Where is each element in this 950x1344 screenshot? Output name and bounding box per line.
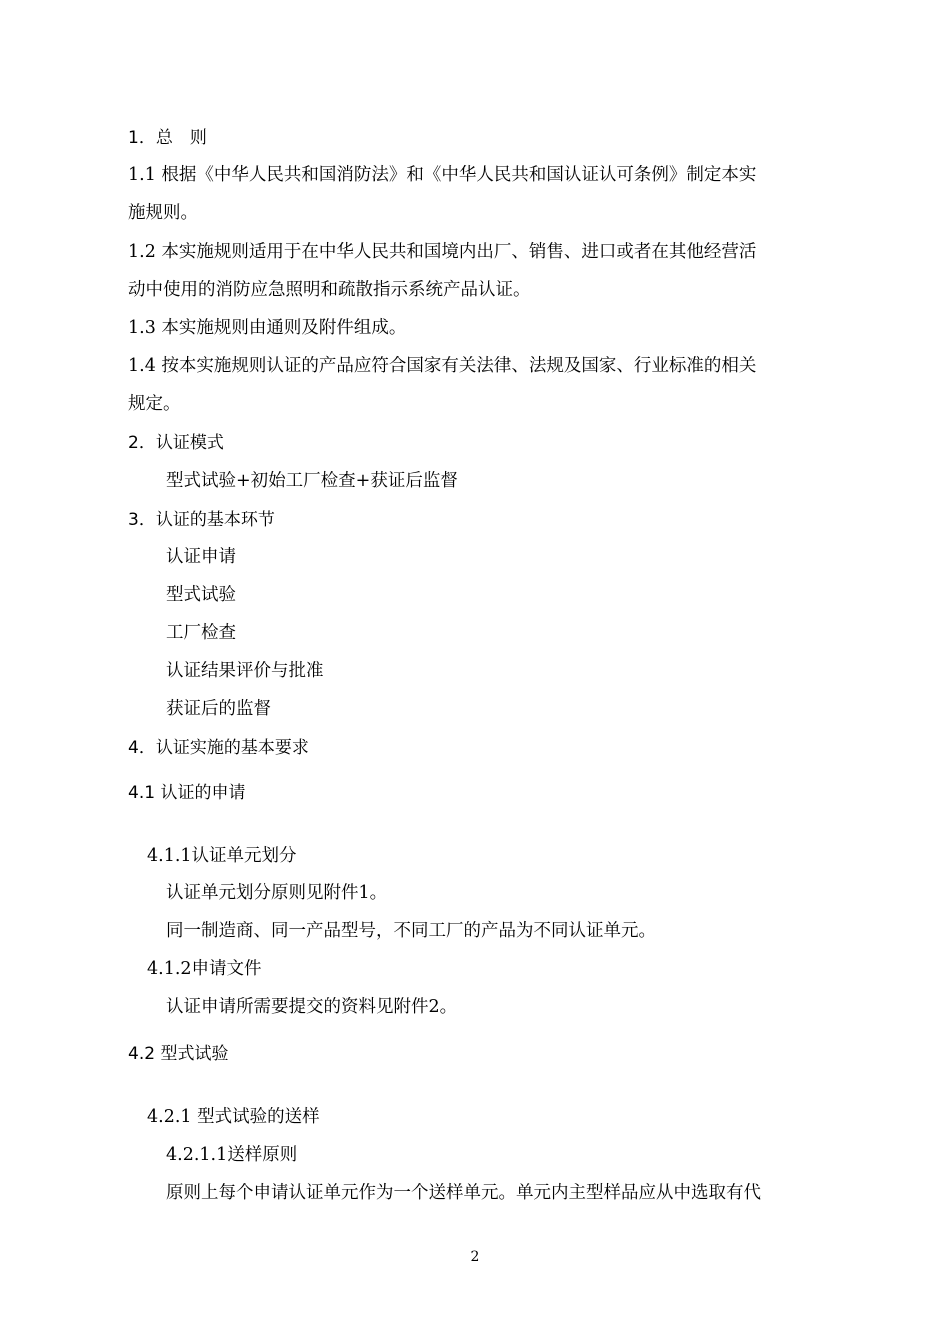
heading-basic-requirements: 4．认证实施的基本要求 bbox=[128, 738, 309, 758]
para-1-1: 1.1 根据《中华人民共和国消防法》和《中华人民共和国认证认可条例》制定本实 bbox=[128, 165, 757, 185]
para-4-2-1-1: 原则上每个申请认证单元作为一个送样单元。单元内主型样品应从中选取有代 bbox=[166, 1183, 761, 1203]
para-4-1-1-b: 同一制造商、同一产品型号，不同工厂的产品为不同认证单元。 bbox=[166, 921, 656, 941]
para-1-1-cont: 施规则。 bbox=[128, 203, 198, 223]
step-supervision: 获证后的监督 bbox=[166, 699, 271, 719]
heading-cert-mode: 2．认证模式 bbox=[128, 433, 224, 453]
para-4-1-2: 认证申请所需要提交的资料见附件2。 bbox=[166, 997, 458, 1017]
heading-4-2: 4.2 型式试验 bbox=[128, 1044, 229, 1064]
page-number: 2 bbox=[470, 1249, 480, 1265]
heading-4-2-1-1: 4.2.1.1送样原则 bbox=[166, 1145, 298, 1165]
para-1-4: 1.4 按本实施规则认证的产品应符合国家有关法律、法规及国家、行业标准的相关 bbox=[128, 356, 757, 376]
heading-4-1-1: 4.1.1认证单元划分 bbox=[147, 846, 297, 866]
para-1-2-cont: 动中使用的消防应急照明和疏散指示系统产品认证。 bbox=[128, 280, 531, 300]
step-type-test: 型式试验 bbox=[166, 585, 236, 605]
para-1-2: 1.2 本实施规则适用于在中华人民共和国境内出厂、销售、进口或者在其他经营活 bbox=[128, 242, 757, 262]
para-1-3: 1.3 本实施规则由通则及附件组成。 bbox=[128, 318, 407, 338]
heading-cert-steps: 3．认证的基本环节 bbox=[128, 510, 275, 530]
step-evaluation: 认证结果评价与批准 bbox=[166, 661, 324, 681]
para-1-4-cont: 规定。 bbox=[128, 394, 181, 414]
step-apply: 认证申请 bbox=[166, 547, 236, 567]
heading-general: 1．总 则 bbox=[128, 128, 207, 148]
cert-mode-text: 型式试验+初始工厂检查+获证后监督 bbox=[166, 471, 458, 491]
heading-4-1: 4.1 认证的申请 bbox=[128, 783, 246, 803]
heading-4-1-2: 4.1.2申请文件 bbox=[147, 959, 262, 979]
heading-4-2-1: 4.2.1 型式试验的送样 bbox=[147, 1107, 320, 1127]
step-factory-inspection: 工厂检查 bbox=[166, 623, 236, 643]
para-4-1-1-a: 认证单元划分原则见附件1。 bbox=[166, 883, 388, 903]
